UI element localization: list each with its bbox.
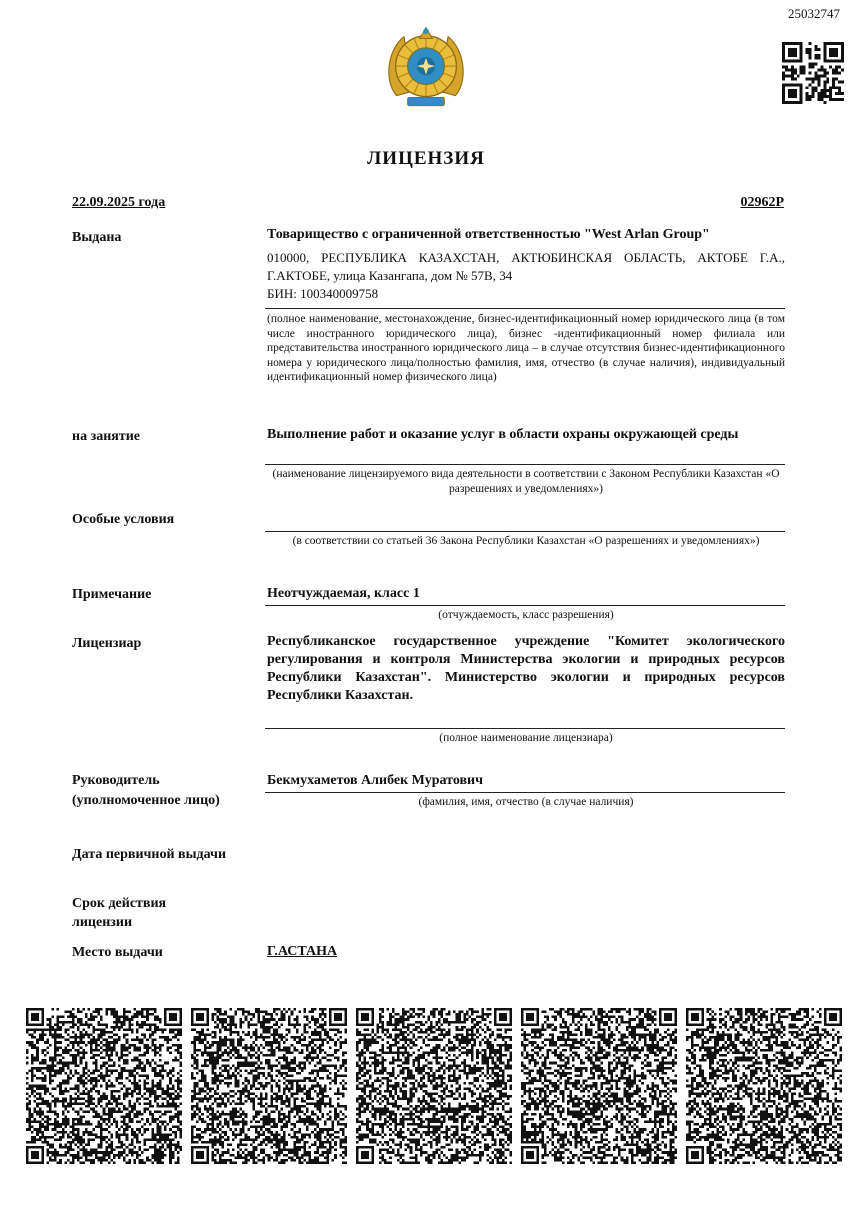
qr-code-row [26,1008,842,1166]
validity-label-sub: лицензии [72,915,133,930]
divider [265,464,785,465]
issue-date: 22.09.2025 года [72,195,166,210]
divider [265,308,785,309]
divider [265,728,785,729]
divider [265,792,785,793]
place-label: Место выдачи [72,945,163,960]
qr-code-icon [686,1008,842,1164]
special-conditions-label: Особые условия [72,512,175,527]
license-number: 02962Р [740,195,784,210]
activity-hint: (наименование лицензируемого вида деятельности в соответствии с Законом Республики Казахстан «О разрешениях и уведомлениях») [272,468,780,495]
issued-to-label: Выдана [72,230,122,245]
page-title: ЛИЦЕНЗИЯ [367,148,485,169]
document-number: 25032747 [788,6,840,21]
qr-code-icon [782,42,844,104]
licensor-value: Республиканское государственное учреждение "Комитет экологического регулирования и контроля Министерства экологии и природных ресурсов Республики Казахстан". Министерство экологии и природных ресурсов Республики Казахстан. [267,634,785,703]
licensor-label: Лицензиар [72,636,142,651]
activity-value: Выполнение работ и оказание услуг в области охраны окружающей среды [267,427,739,442]
licensor-hint: (полное наименование лицензиара) [439,732,613,744]
issued-to-bin: БИН: 100340009758 [267,286,379,301]
note-label: Примечание [72,587,152,602]
kazakhstan-state-emblem-icon [380,22,472,114]
issued-to-address: 010000, РЕСПУБЛИКА КАЗАХСТАН, АКТЮБИНСКАЯ ОБЛАСТЬ, АКТОБЕ Г.А., Г.АКТОБЕ, улица Казангапа, дом № 57В, 34 [267,250,785,283]
qr-code-icon [521,1008,677,1164]
first-issue-label: Дата первичной выдачи [72,847,227,862]
qr-code-icon [191,1008,347,1164]
divider [265,531,785,532]
head-hint: (фамилия, имя, отчество (в случае наличия) [418,796,634,808]
activity-label: на занятие [72,429,140,444]
note-value: Неотчуждаемая, класс 1 [267,586,420,601]
place-value: Г.АСТАНА [267,944,338,959]
issued-to-hint: (полное наименование, местонахождение, бизнес-идентификационный номер юридического лица (в том числе иностранного юридического лица), бизнес -идентификационный номер филиала или представительства иностранного юридического лица – в случае отсутствия бизнес-идентификационного номера у юридического лица/полностью фамилия, имя, отчество (в случае наличия), индивидуальный идентификационный номер физического лица) [267,313,785,383]
qr-code-icon [356,1008,512,1164]
issued-to-name: Товарищество с ограниченной ответственностью "West Arlan Group" [267,227,710,242]
head-label-sub: (уполномоченное лицо) [72,793,220,808]
head-label: Руководитель [72,773,160,788]
divider [265,605,785,606]
validity-label: Срок действия [72,896,167,911]
head-value: Бекмухаметов Алибек Муратович [267,773,483,788]
qr-code-icon [26,1008,182,1164]
note-hint: (отчуждаемость, класс разрешения) [438,609,614,621]
special-conditions-hint: (в соответствии со статьей 36 Закона Республики Казахстан «О разрешениях и уведомлениях») [292,535,760,547]
